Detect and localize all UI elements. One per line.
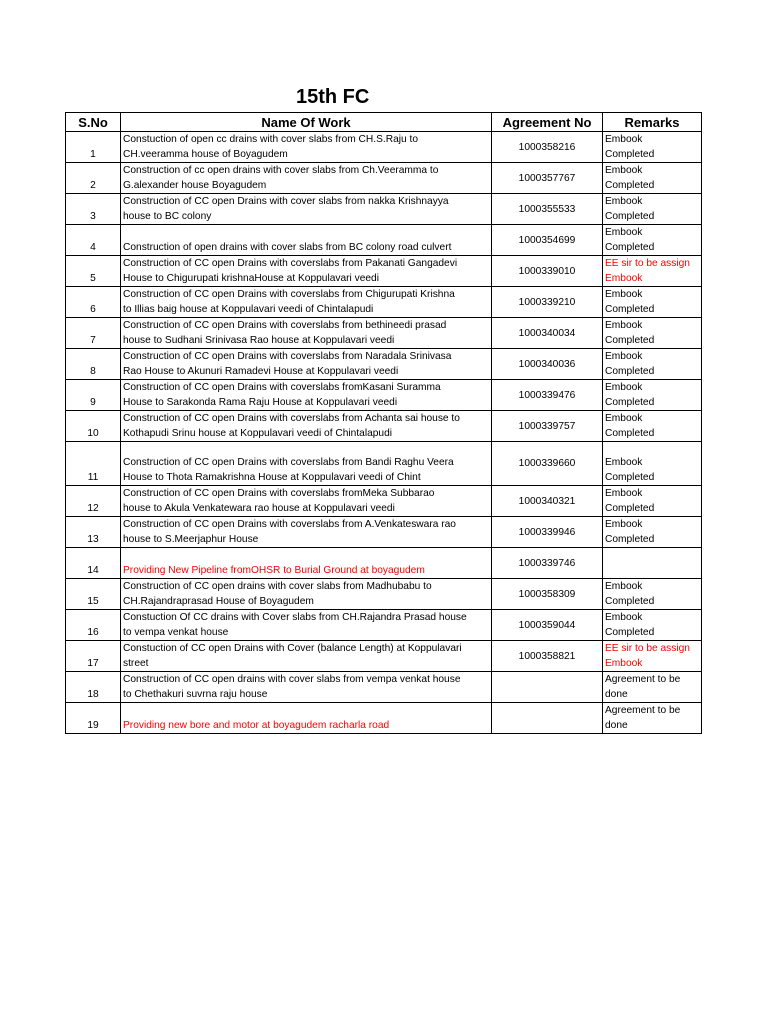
cell-agreement-no: 1000358309 [492, 579, 603, 610]
header-remarks: Remarks [603, 113, 702, 132]
remarks-line: Embook [605, 227, 643, 238]
work-line: Construction of CC open drains with cover slabs from Madhubabu to [123, 581, 432, 592]
cell-sno: 11 [66, 442, 121, 486]
table-row [66, 610, 702, 641]
cell-sno: 19 [66, 703, 121, 734]
remarks-line: Embook [605, 165, 643, 176]
cell-agreement-no: 1000358216 [492, 132, 603, 163]
cell-sno: 7 [66, 318, 121, 349]
work-line: Construction of CC open Drains with coverslabs from Chigurupati Krishna [123, 289, 455, 300]
work-line: Construction of CC open Drains with coverslabs from Bandi Raghu Veera [123, 457, 454, 468]
cell-agreement-no: 1000357767 [492, 163, 603, 194]
cell-agreement-no: 1000340321 [492, 486, 603, 517]
cell-agreement-no: 1000358821 [492, 641, 603, 672]
table-row [66, 225, 702, 256]
table-row [66, 517, 702, 548]
remarks-line: Completed [605, 397, 655, 408]
cell-name-of-work [121, 287, 492, 318]
cell-sno: 5 [66, 256, 121, 287]
document-title: 15th FC [296, 86, 370, 108]
remarks-line: Completed [605, 534, 655, 545]
remarks-line: Embook [605, 457, 643, 468]
cell-name-of-work [121, 610, 492, 641]
remarks-line: Completed [605, 627, 655, 638]
remarks-line: EE sir to be assign [605, 643, 690, 654]
work-line: Construction of CC open Drains with coverslabs from Naradala Srinivasa [123, 351, 452, 362]
table-row [66, 411, 702, 442]
work-line: street [123, 658, 149, 669]
cell-sno: 18 [66, 672, 121, 703]
work-line: Construction of CC open drains with cover slabs from vempa venkat house [123, 674, 461, 685]
cell-name-of-work [121, 380, 492, 411]
cell-sno: 17 [66, 641, 121, 672]
table-row [66, 672, 702, 703]
work-line: Construction of CC open Drains with coverslabs fromMeka Subbarao [123, 488, 435, 499]
cell-agreement-no: 1000355533 [492, 194, 603, 225]
cell-agreement-no: 1000340034 [492, 318, 603, 349]
header-agreement-no: Agreement No [492, 113, 603, 132]
work-line: Constuction Of CC drains with Cover slabs from CH.Rajandra Prasad house [123, 612, 467, 623]
work-line: Construction of CC open Drains with coverslabs fromKasani Suramma [123, 382, 441, 393]
cell-remarks [603, 703, 702, 734]
cell-remarks [603, 163, 702, 194]
cell-sno: 15 [66, 579, 121, 610]
cell-name-of-work [121, 579, 492, 610]
work-line: G.alexander house Boyagudem [123, 180, 267, 191]
cell-name-of-work [121, 486, 492, 517]
work-line: Constuction of CC open Drains with Cover (balance Length) at Koppulavari [123, 643, 462, 654]
remarks-line: Embook [605, 581, 643, 592]
cell-sno: 3 [66, 194, 121, 225]
work-line: to Chethakuri suvrna raju house [123, 689, 268, 700]
cell-agreement-no: 1000359044 [492, 610, 603, 641]
cell-remarks [603, 517, 702, 548]
cell-agreement-no: 1000339746 [492, 548, 603, 579]
header-sno: S.No [66, 113, 121, 132]
remarks-line [605, 548, 699, 563]
table-row [66, 287, 702, 318]
cell-agreement-no: 1000354699 [492, 225, 603, 256]
cell-name-of-work [121, 411, 492, 442]
remarks-line: Agreement to be [605, 674, 681, 685]
remarks-line: Agreement to be [605, 705, 681, 716]
cell-remarks [603, 287, 702, 318]
work-line: House to Sarakonda Rama Raju House at Koppulavari veedi [123, 397, 398, 408]
table-row [66, 703, 702, 734]
cell-sno: 2 [66, 163, 121, 194]
table-header-row [66, 113, 702, 132]
remarks-line: Completed [605, 596, 655, 607]
work-line: CH.veeramma house of Boyagudem [123, 149, 288, 160]
remarks-line: Completed [605, 149, 655, 160]
cell-remarks [603, 318, 702, 349]
cell-name-of-work [121, 672, 492, 703]
remarks-line: Embook [605, 612, 643, 623]
cell-sno: 16 [66, 610, 121, 641]
remarks-line: Completed [605, 335, 655, 346]
remarks-line: Completed [605, 242, 655, 253]
remarks-line: Embook [605, 413, 643, 424]
cell-name-of-work [121, 318, 492, 349]
work-line: Construction of CC open Drains with coverslabs from Pakanati Gangadevi [123, 258, 458, 269]
cell-agreement-no: 1000339010 [492, 256, 603, 287]
header-name-of-work: Name Of Work [121, 113, 492, 132]
cell-sno: 10 [66, 411, 121, 442]
work-line: house to Sudhani Srinivasa Rao house at Koppulavari veedi [123, 335, 395, 346]
table-row [66, 486, 702, 517]
remarks-line: Embook [605, 382, 643, 393]
work-line: Kothapudi Srinu house at Koppulavari veedi of Chintalapudi [123, 428, 393, 439]
cell-name-of-work [121, 517, 492, 548]
table-row [66, 256, 702, 287]
cell-sno: 8 [66, 349, 121, 380]
remarks-line: done [605, 689, 628, 700]
remarks-line: Embook [605, 196, 643, 207]
work-line: Construction of open drains with cover slabs from BC colony road culvert [123, 242, 452, 253]
cell-remarks [603, 411, 702, 442]
work-line [123, 703, 489, 718]
work-line: Construction of CC open Drains with coverslabs from bethineedi prasad [123, 320, 447, 331]
cell-agreement-no: 1000340036 [492, 349, 603, 380]
cell-sno: 4 [66, 225, 121, 256]
work-line: CH.Rajandraprasad House of Boyagudem [123, 596, 314, 607]
cell-name-of-work [121, 163, 492, 194]
work-line: Rao House to Akunuri Ramadevi House at Koppulavari veedi [123, 366, 399, 377]
work-line: Construction of CC open Drains with coverslabs from A.Venkateswara rao [123, 519, 456, 530]
work-line [123, 548, 489, 563]
table-row [66, 548, 702, 579]
work-line: Providing New Pipeline fromOHSR to Burial Ground at boyagudem [123, 565, 425, 576]
cell-remarks [603, 548, 702, 579]
work-line: to Illias baig house at Koppulavari veedi of Chintalapudi [123, 304, 374, 315]
cell-remarks [603, 610, 702, 641]
cell-remarks [603, 256, 702, 287]
table-row [66, 318, 702, 349]
cell-remarks [603, 194, 702, 225]
remarks-line: Completed [605, 180, 655, 191]
work-line: House to Thota Ramakrishna House at Koppulavari veedi of Chint [123, 472, 421, 483]
work-line: Construction of CC open Drains with cover slabs from nakka Krishnayya [123, 196, 449, 207]
cell-sno: 6 [66, 287, 121, 318]
cell-name-of-work [121, 225, 492, 256]
remarks-line: Completed [605, 211, 655, 222]
table-body [66, 132, 702, 734]
cell-sno: 1 [66, 132, 121, 163]
work-line: to vempa venkat house [123, 627, 229, 638]
cell-agreement-no: 1000339757 [492, 411, 603, 442]
remarks-line [605, 563, 699, 578]
works-table [65, 112, 702, 734]
cell-sno: 9 [66, 380, 121, 411]
cell-remarks [603, 380, 702, 411]
cell-remarks [603, 442, 702, 486]
work-line: Construction of cc open drains with cover slabs from Ch.Veeramma to [123, 165, 439, 176]
work-line: House to Chigurupati krishnaHouse at Koppulavari veedi [123, 273, 379, 284]
cell-agreement-no [492, 672, 603, 703]
cell-sno: 12 [66, 486, 121, 517]
remarks-line: Embook [605, 519, 643, 530]
cell-name-of-work [121, 132, 492, 163]
cell-remarks [603, 579, 702, 610]
cell-name-of-work [121, 194, 492, 225]
remarks-line: Completed [605, 428, 655, 439]
work-line: house to S.Meerjaphur House [123, 534, 259, 545]
table-row [66, 641, 702, 672]
cell-name-of-work [121, 442, 492, 486]
table-row [66, 349, 702, 380]
work-line: Providing new bore and motor at boyagudem racharla road [123, 720, 390, 731]
table-row [66, 442, 702, 486]
table-row [66, 132, 702, 163]
remarks-line: Completed [605, 366, 655, 377]
cell-remarks [603, 225, 702, 256]
cell-remarks [603, 349, 702, 380]
work-line: house to Akula Venkatewara rao house at Koppulavari veedi [123, 503, 395, 514]
remarks-line: Embook [605, 273, 643, 284]
table-row [66, 579, 702, 610]
cell-remarks [603, 672, 702, 703]
remarks-line: Embook [605, 658, 643, 669]
cell-remarks [603, 641, 702, 672]
remarks-line: Completed [605, 503, 655, 514]
cell-agreement-no: 1000339660 [492, 442, 603, 486]
cell-name-of-work [121, 641, 492, 672]
work-line [123, 225, 489, 240]
cell-agreement-no: 1000339476 [492, 380, 603, 411]
work-line: house to BC colony [123, 211, 212, 222]
remarks-line: Embook [605, 351, 643, 362]
cell-name-of-work [121, 256, 492, 287]
cell-name-of-work [121, 349, 492, 380]
remarks-line: Completed [605, 472, 655, 483]
cell-name-of-work [121, 703, 492, 734]
cell-sno: 13 [66, 517, 121, 548]
cell-name-of-work [121, 548, 492, 579]
work-line: Construction of CC open Drains with coverslabs from Achanta sai house to [123, 413, 460, 424]
remarks-line: Embook [605, 320, 643, 331]
table-row [66, 163, 702, 194]
remarks-line: Completed [605, 304, 655, 315]
cell-agreement-no: 1000339210 [492, 287, 603, 318]
cell-sno: 14 [66, 548, 121, 579]
cell-remarks [603, 486, 702, 517]
cell-remarks [603, 132, 702, 163]
cell-agreement-no: 1000339946 [492, 517, 603, 548]
remarks-line: EE sir to be assign [605, 258, 690, 269]
table-row [66, 380, 702, 411]
table-row [66, 194, 702, 225]
remarks-line: Embook [605, 488, 643, 499]
remarks-line: Embook [605, 134, 643, 145]
remarks-line: done [605, 720, 628, 731]
work-line: Constuction of open cc drains with cover slabs from CH.S.Raju to [123, 134, 418, 145]
cell-agreement-no [492, 703, 603, 734]
remarks-line: Embook [605, 289, 643, 300]
